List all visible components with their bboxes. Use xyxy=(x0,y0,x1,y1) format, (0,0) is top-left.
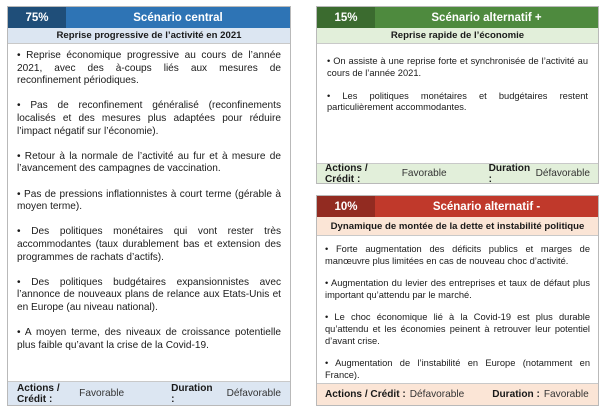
scenario-central-header xyxy=(8,7,290,28)
actions-value: Favorable xyxy=(79,388,125,399)
scenario-central-probability: 75% xyxy=(8,7,66,28)
scenario-central-bullets xyxy=(8,44,290,352)
bullet-item: • Les politiques monétaires et budgétaires restent particulièrement accommodantes. xyxy=(327,90,588,113)
bullet-item: • On assiste à une reprise forte et synchronisée de l’activité au cours de l’année 2021. xyxy=(327,56,588,78)
actions-value: Défavorable xyxy=(409,389,465,400)
scenario-alt-plus-title: Scénario alternatif + xyxy=(431,11,542,24)
bullet-item: • Augmentation du levier des entreprises et taux de défaut plus important qu’attendu par le marché. xyxy=(325,278,590,300)
actions-label: Actions / Crédit : xyxy=(325,389,406,400)
scenario-alt-minus-subtitle: Dynamique de montée de la dette et instabilité politique xyxy=(317,217,598,236)
bullet-item: • Retour à la normale de l’activité au fur et à mesure de l’avancement des campagnes de vaccination. xyxy=(17,150,281,175)
bullet-item: • Augmentation de l’instabilité en Europe (notamment en France). xyxy=(325,358,590,380)
scenario-alt-minus-bullets xyxy=(317,236,598,382)
bullet-item: • Des politiques monétaires qui vont rester très accommodantes (taux durablement bas et extension des programmes de rachats d’actifs). xyxy=(17,226,281,263)
scenario-alt-plus-probability: 15% xyxy=(317,7,375,28)
scenario-alt-minus-footer xyxy=(317,383,598,405)
scenario-alt-minus-probability: 10% xyxy=(317,196,375,217)
scenario-alt-plus-bullets xyxy=(317,44,598,114)
scenario-alt-plus-footer xyxy=(317,163,598,183)
scenario-alt-plus-subtitle: Reprise rapide de l’économie xyxy=(317,28,598,44)
actions-label: Actions / Crédit : xyxy=(325,162,368,185)
scenario-alt-minus-panel xyxy=(316,195,599,406)
duration-label: Duration : xyxy=(171,382,213,405)
bullet-item: • Pas de pressions inflationnistes à court terme (gérable à moyen terme). xyxy=(17,188,281,213)
bullet-item: • Le choc économique lié à la Covid-19 est plus durable qu’attendu et les économies peinent à retrouver leur potentiel d’avant crise. xyxy=(325,312,590,346)
scenario-alt-plus-panel xyxy=(316,6,599,184)
scenario-central-subtitle: Reprise progressive de l’activité en 2021 xyxy=(8,28,290,44)
scenario-central-panel xyxy=(7,6,291,406)
bullet-item: • Forte augmentation des déficits publics et marges de manœuvre plus limitées en cas de nouveau choc d’activité. xyxy=(325,244,590,266)
actions-label: Actions / Crédit : xyxy=(17,382,60,405)
scenario-alt-minus-header xyxy=(317,196,598,217)
duration-value: Défavorable xyxy=(535,168,590,179)
duration-label: Duration : xyxy=(492,389,540,400)
duration-value: Défavorable xyxy=(226,388,281,399)
actions-value: Favorable xyxy=(401,168,447,179)
scenario-central-footer xyxy=(8,381,290,405)
bullet-item: • Reprise économique progressive au cours de l’année 2021, avec des à-coups liés aux mesures de reconfinement périodiques. xyxy=(17,50,281,87)
scenario-alt-minus-title: Scénario alternatif - xyxy=(432,200,541,213)
bullet-item: • A moyen terme, des niveaux de croissance potentielle plus faible qu’avant la crise de la Covid-19. xyxy=(17,327,281,351)
bullet-item: • Des politiques budgétaires expansionnistes avec l’annonce de nouveaux plans de relance aux Etats-Unis et en Europe (au niveau national). xyxy=(17,276,281,313)
scenario-alt-plus-header xyxy=(317,7,598,28)
duration-label: Duration : xyxy=(488,162,531,185)
bullet-item: • Pas de reconfinement généralisé (reconfinements localisés et des mesures plus adaptées pour réduire l’impact négatif sur l’économie). xyxy=(17,100,281,137)
scenario-central-title: Scénario central xyxy=(133,11,223,24)
duration-value: Favorable xyxy=(543,389,589,400)
